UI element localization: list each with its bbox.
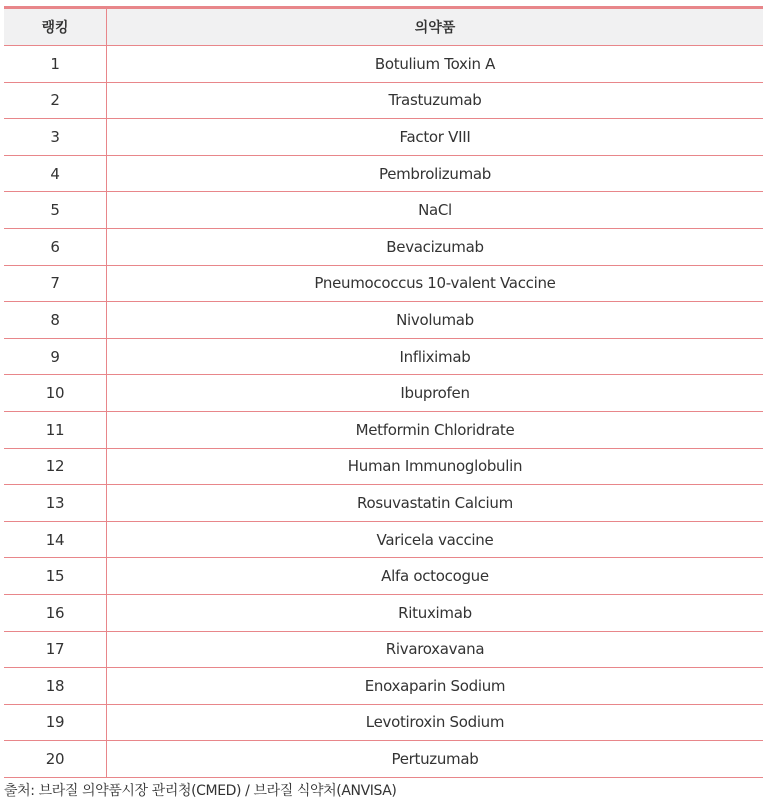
drug-cell: Rivaroxavana (107, 631, 763, 668)
drug-cell: Human Immunoglobulin (107, 448, 763, 485)
drug-cell: Metformin Chloridrate (107, 411, 763, 448)
drug-cell: Varicela vaccine (107, 521, 763, 558)
rank-cell: 14 (4, 521, 107, 558)
table-header-row (4, 9, 763, 46)
rank-cell: 16 (4, 594, 107, 631)
source-note: 출처: 브라질 의약품시장 관리청(CMED) / 브라질 식약처(ANVISA) (4, 783, 397, 799)
rank-cell: 17 (4, 631, 107, 668)
table-row (4, 46, 763, 83)
drug-cell: Bevacizumab (107, 228, 763, 265)
rank-cell: 4 (4, 155, 107, 192)
rank-cell: 20 (4, 741, 107, 778)
drug-cell: NaCl (107, 192, 763, 229)
table-row (4, 302, 763, 339)
table-row (4, 375, 763, 412)
table-row (4, 82, 763, 119)
table-row (4, 594, 763, 631)
rank-cell: 8 (4, 302, 107, 339)
rank-cell: 18 (4, 668, 107, 705)
table-row (4, 448, 763, 485)
drug-cell: Ibuprofen (107, 375, 763, 412)
table-row (4, 411, 763, 448)
drug-cell: Pertuzumab (107, 741, 763, 778)
drug-ranking-table-container (4, 6, 763, 778)
drug-cell: Alfa octocogue (107, 558, 763, 595)
table-row (4, 485, 763, 522)
rank-cell: 13 (4, 485, 107, 522)
rank-cell: 7 (4, 265, 107, 302)
rank-cell: 3 (4, 119, 107, 156)
rank-cell: 5 (4, 192, 107, 229)
table-row (4, 155, 763, 192)
table-row (4, 228, 763, 265)
drug-cell: Rituximab (107, 594, 763, 631)
table-row (4, 521, 763, 558)
table-row (4, 338, 763, 375)
drug-cell: Botulium Toxin A (107, 46, 763, 83)
header-rank: 랭킹 (4, 9, 107, 46)
table-row (4, 265, 763, 302)
rank-cell: 19 (4, 704, 107, 741)
drug-ranking-table (4, 9, 763, 778)
rank-cell: 1 (4, 46, 107, 83)
rank-cell: 10 (4, 375, 107, 412)
table-row (4, 119, 763, 156)
table-row (4, 741, 763, 778)
table-row (4, 668, 763, 705)
rank-cell: 15 (4, 558, 107, 595)
drug-cell: Pembrolizumab (107, 155, 763, 192)
table-body (4, 46, 763, 778)
table-row (4, 631, 763, 668)
drug-cell: Rosuvastatin Calcium (107, 485, 763, 522)
table-row (4, 558, 763, 595)
rank-cell: 9 (4, 338, 107, 375)
drug-cell: Trastuzumab (107, 82, 763, 119)
drug-cell: Levotiroxin Sodium (107, 704, 763, 741)
drug-cell: Factor VIII (107, 119, 763, 156)
drug-cell: Nivolumab (107, 302, 763, 339)
table-row (4, 704, 763, 741)
rank-cell: 12 (4, 448, 107, 485)
rank-cell: 6 (4, 228, 107, 265)
drug-cell: Enoxaparin Sodium (107, 668, 763, 705)
header-drug: 의약품 (107, 9, 763, 46)
table-row (4, 192, 763, 229)
drug-cell: Infliximab (107, 338, 763, 375)
rank-cell: 11 (4, 411, 107, 448)
rank-cell: 2 (4, 82, 107, 119)
drug-cell: Pneumococcus 10-valent Vaccine (107, 265, 763, 302)
